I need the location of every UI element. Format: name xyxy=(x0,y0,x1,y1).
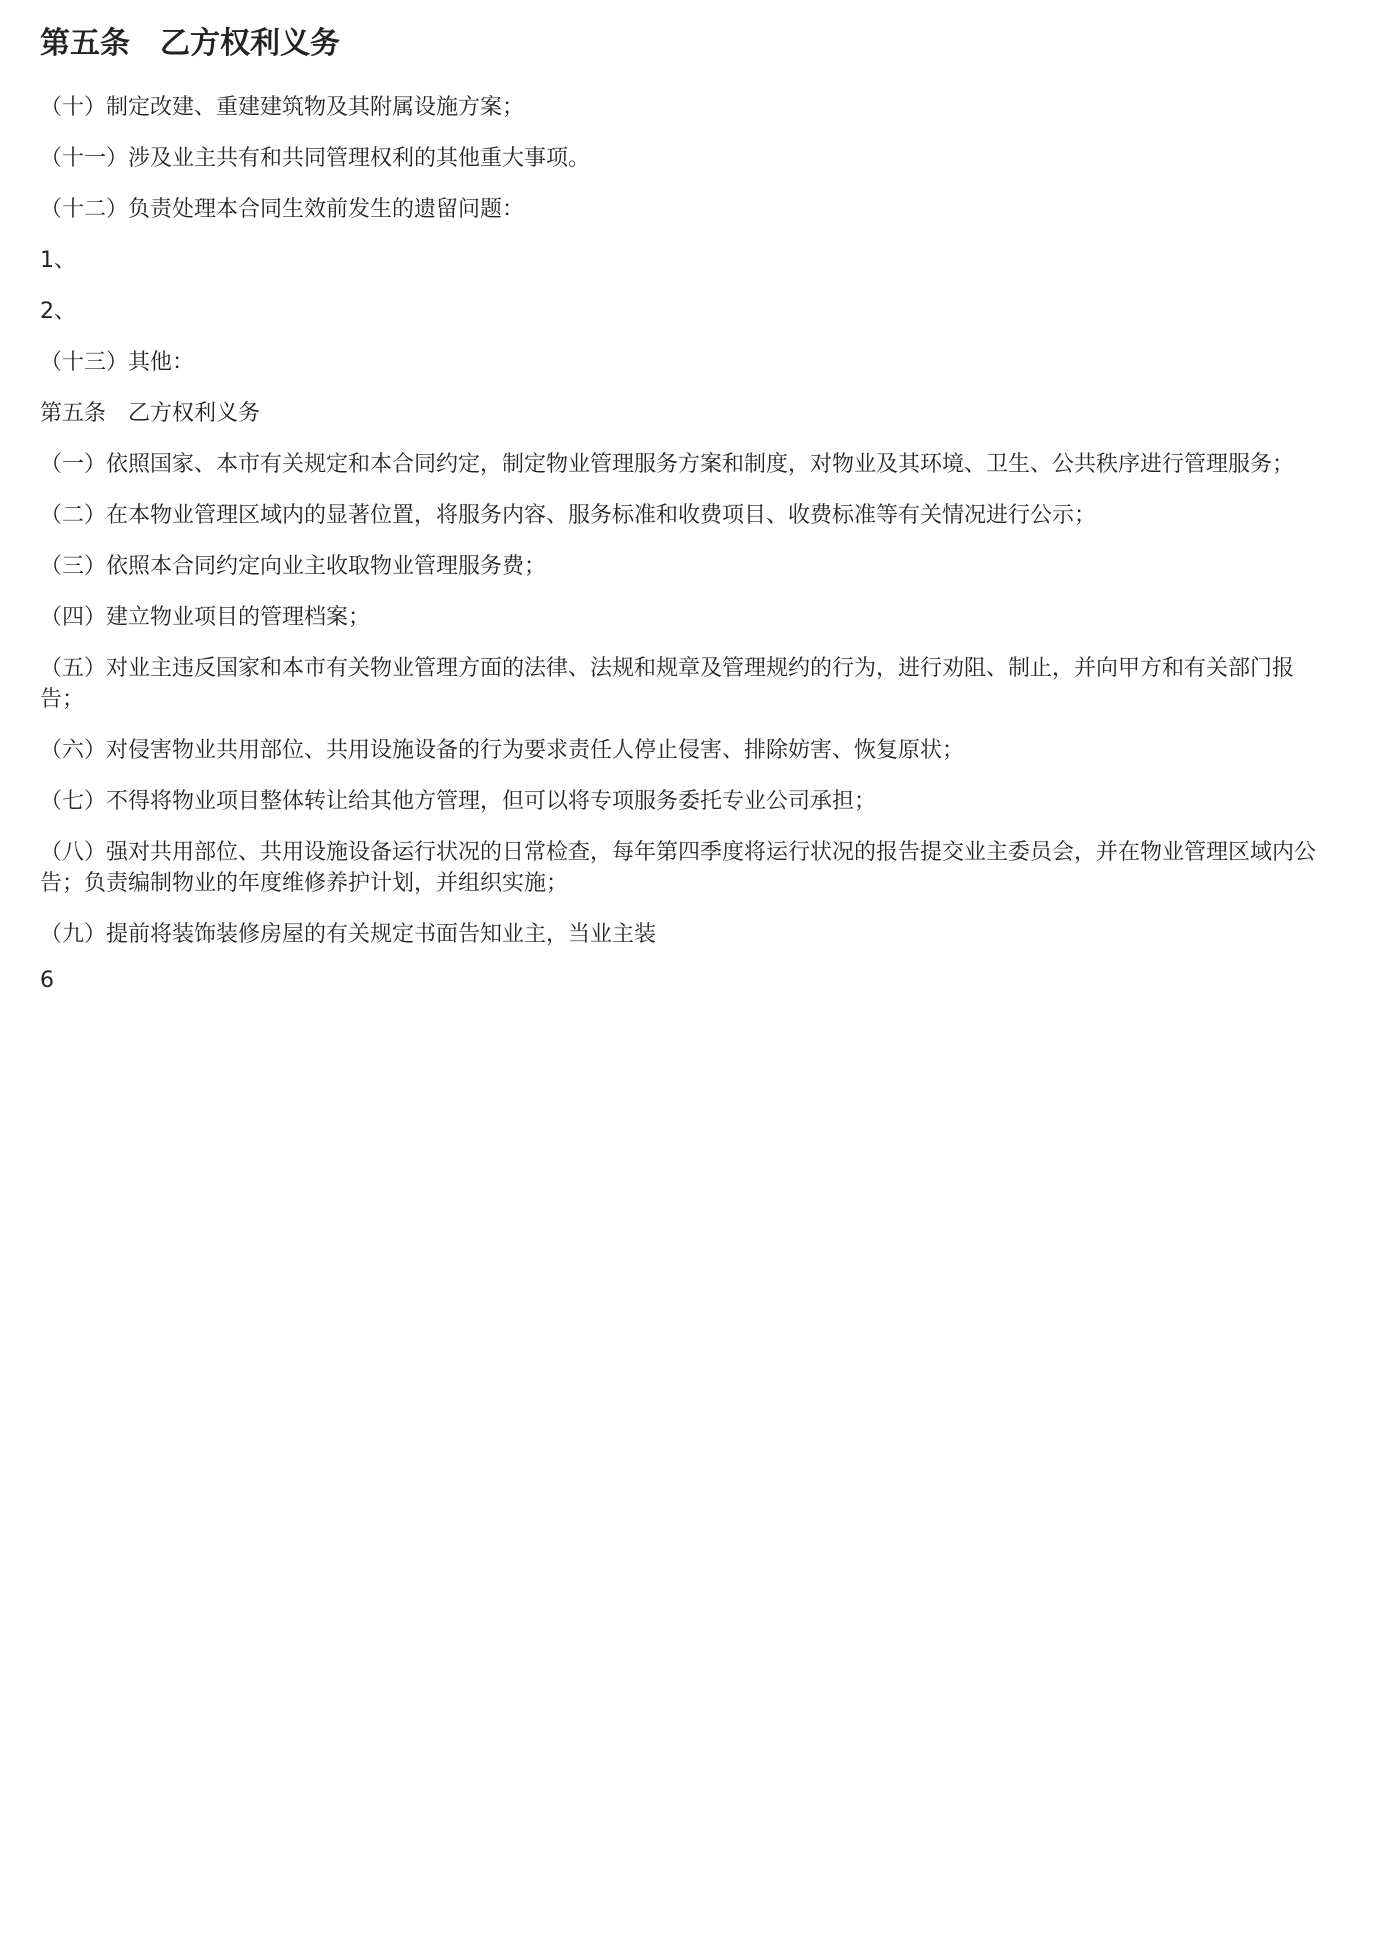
line-13: （六）对侵害物业共用部位、共用设施设备的行为要求责任人停止侵害、排除妨害、恢复原状； xyxy=(40,738,965,763)
title: 第五条 乙方权利义务 xyxy=(40,26,340,61)
line-9: （二）在本物业管理区域内的显著位置，将服务内容、服务标准和收费项目、收费标准等有关情况进行公示； xyxy=(40,503,1097,528)
line-16: （九）提前将装饰装修房屋的有关规定书面告知业主，当业主装 xyxy=(40,922,657,947)
line-3: （十二）负责处理本合同生效前发生的遗留问题： xyxy=(40,197,525,222)
line-12: （五）对业主违反国家和本市有关物业管理方面的法律、法规和规章及管理规约的行为，进行劝阻、制止，并向甲方和有关部门报告； xyxy=(40,656,1295,712)
line-5: 2、 xyxy=(40,299,76,324)
line-8: （一）依照国家、本市有关规定和本合同约定，制定物业管理服务方案和制度，对物业及其环境、卫生、公共秩序进行管理服务； xyxy=(40,452,1295,477)
line-10: （三）依照本合同约定向业主收取物业管理服务费； xyxy=(40,554,547,579)
line-17: 6 xyxy=(40,968,54,993)
line-15: （八）强对共用部位、共用设施设备运行状况的日常检查，每年第四季度将运行状况的报告提交业主委员会，并在物业管理区域内公告；负责编制物业的年度维修养护计划，并组织实施； xyxy=(40,840,1317,896)
line-11: （四）建立物业项目的管理档案； xyxy=(40,605,371,630)
line-6: （十三）其他： xyxy=(40,350,195,375)
line-4: 1、 xyxy=(40,248,76,273)
line-1: （十）制定改建、重建建筑物及其附属设施方案； xyxy=(40,95,525,120)
line-2: （十一）涉及业主共有和共同管理权利的其他重大事项。 xyxy=(40,146,591,171)
line-14: （七）不得将物业项目整体转让给其他方管理，但可以将专项服务委托专业公司承担； xyxy=(40,789,877,814)
line-7: 第五条 乙方权利义务 xyxy=(40,401,261,426)
